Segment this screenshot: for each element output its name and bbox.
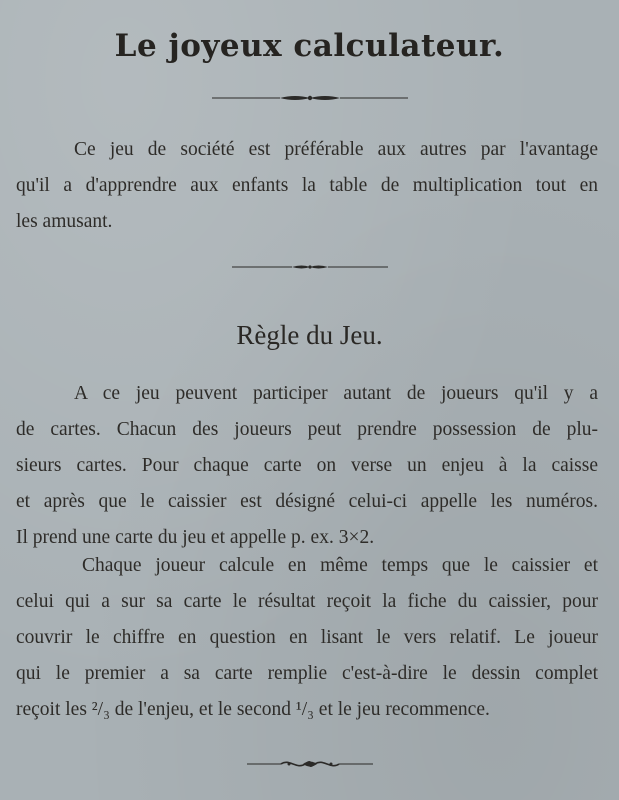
ornament-divider-bottom [0,756,619,776]
rules-line: Il prend une carte du jeu et appelle p. ex. 3×2. [16,527,375,548]
rules-line: celui qui a sur sa carte le résultat reçoit la fiche du caissier, pour [16,591,598,612]
rules-heading: Règle du Jeu. [236,320,383,350]
rules-line: de cartes. Chacun des joueurs peut prendre possession de plu- [16,419,598,440]
rules-line: Chaque joueur calcule en même temps que le caissier et [82,555,598,576]
rules-line: reçoit les ²/₃ de l'enjeu, et le second ¹/₃ et le jeu recommence. [16,699,490,720]
rules-line: et après que le caissier est désigné celui-ci appelle les numéros. [16,491,598,512]
rules-line: qui le premier a sa carte remplie c'est-à-dire le dessin complet [16,663,598,684]
rules-line: sieurs cartes. Pour chaque carte on verse un enjeu à la caisse [16,455,598,476]
intro-line: les amusant. [16,211,113,232]
ornament-rule-icon [210,91,410,105]
rules-line: A ce jeu peuvent participer autant de joueurs qu'il y a [74,383,598,404]
intro-paragraph [16,132,598,240]
page-title: Le joyeux calculateur. [114,28,505,64]
flourish-ornament-icon [245,756,375,772]
rules-line: couvrir le chiffre en question en lisant le vers relatif. Le joueur [16,627,598,648]
rules-paragraph-1 [16,376,598,556]
ornament-rule-icon [230,261,390,273]
intro-line: Ce jeu de société est préférable aux autres par l'avantage [74,139,598,160]
rules-paragraph-2 [16,548,598,728]
ornament-divider-middle [0,258,619,277]
intro-line: qu'il a d'apprendre aux enfants la table de multiplication tout en [16,175,598,196]
ornament-divider-top [0,90,619,109]
